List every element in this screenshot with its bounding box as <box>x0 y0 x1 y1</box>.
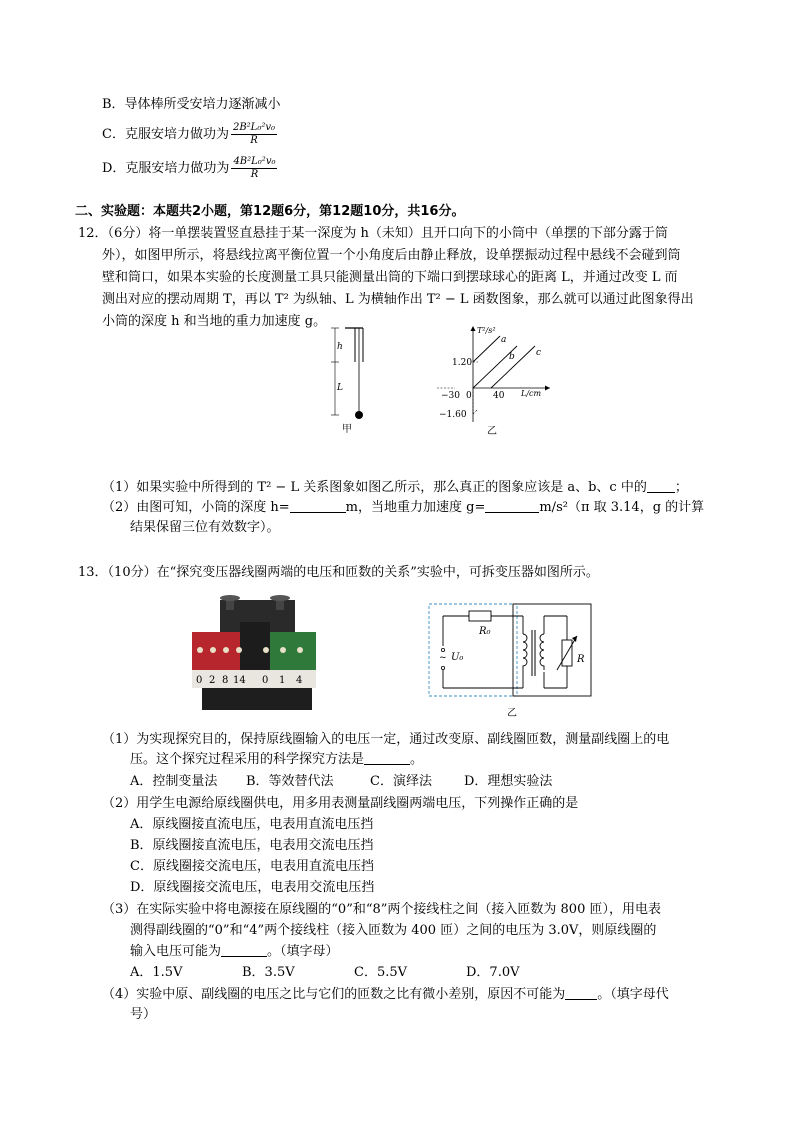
q13-s3-opt-d: D．7.0V <box>466 965 520 980</box>
ac-symbol-icon: ~ <box>439 653 447 663</box>
option-c-denominator: R <box>250 135 258 146</box>
x-axis-label: L/cm <box>521 389 542 398</box>
q13-s4-line1-text: （4）实验中原、副线圈的电压之比与它们的匝数之比有微小差别，原因不可能为 <box>102 987 566 1002</box>
tap-number-left-1: 2 <box>209 675 216 686</box>
option-d <box>102 156 277 181</box>
tap-number-right-1: 1 <box>279 675 286 686</box>
transformer-base <box>202 688 312 710</box>
line-a <box>473 336 500 362</box>
q13-s1-line1: （1）为实现探究目的，保持原线圈输入的电压一定，通过改变原、副线圈匝数，测量副线圈上的电 <box>102 732 670 747</box>
q12-sub1 <box>102 478 688 498</box>
L-label: L <box>337 383 343 393</box>
q13-s2-opt-d: D．原线圈接交流电压，电表用交流电压挡 <box>130 880 375 895</box>
q13-s1-line2-end: 。 <box>410 752 424 767</box>
q12-h-blank[interactable] <box>290 498 346 513</box>
option-c-text: C．克服安培力做功为 <box>102 127 229 142</box>
q12-sub1-end: ； <box>674 480 688 495</box>
tap-number-left-0: 0 <box>196 675 203 686</box>
q13-s4-blank[interactable] <box>565 985 597 1000</box>
line-c-label: c <box>536 348 542 358</box>
line-a-label: a <box>501 335 507 345</box>
tick-y-pos: 1.20 <box>452 358 473 368</box>
q13-s4-line2: 号） <box>130 1007 157 1022</box>
q13-s3-line3 <box>130 942 339 962</box>
tap-number-left-2: 8 <box>222 675 229 686</box>
tap-number-right-0: 0 <box>262 675 269 686</box>
q13-s3-opt-c: C．5.5V <box>354 965 408 980</box>
resistor-r0 <box>469 611 491 621</box>
q13-s1-opt-d: D．理想实验法 <box>464 774 553 789</box>
figure-yi-graph <box>435 322 555 437</box>
option-b: B．导体棒所受安培力逐渐减小 <box>102 97 281 112</box>
option-c-numerator: 2B²L₀²v₀ <box>232 122 275 133</box>
option-d-denominator: R <box>250 169 259 180</box>
tap-number-right-2: 4 <box>296 675 303 686</box>
option-d-fraction <box>231 156 277 181</box>
pendulum-bob <box>355 411 363 419</box>
screw-knob-right-icon <box>270 595 290 601</box>
tick-x-zero: 0 <box>466 391 472 401</box>
q13-s1-line2-text: 压。这个探究过程采用的科学探究方法是 <box>130 752 365 767</box>
r0-label: R₀ <box>479 626 491 637</box>
q12-line-4: 测出对应的摆动周期 T，再以 T² 为纵轴、L 为横轴作出 T² − L 函数图象，那么就可以通过此图象得出 <box>102 292 694 307</box>
q13-s1-line2 <box>130 750 423 770</box>
q13-s2-opt-b: B．原线圈接直流电压，电表用交流电压挡 <box>130 838 374 853</box>
q13-s1-opt-c: C．演绎法 <box>370 774 432 789</box>
tick-x-neg: −30 <box>441 391 460 401</box>
secondary-coil-icon <box>540 634 544 670</box>
r-label: R <box>577 654 585 665</box>
q13-s3-line3-text: 输入电压可能为 <box>130 944 222 959</box>
section-heading: 二、实验题：本题共2小题，第12题6分，第12题10分，共16分。 <box>75 204 465 219</box>
q12-sub2-b: m，当地重力加速度 g= <box>345 500 486 515</box>
figure-jia-pendulum <box>325 322 385 437</box>
figure-yi-label: 乙 <box>487 426 497 437</box>
q13-s2-opt-a: A．原线圈接直流电压，电表用直流电压挡 <box>130 817 374 832</box>
q13-s3-blank[interactable] <box>221 942 267 957</box>
q12-sub2-a: （2）由图可知，小筒的深度 h= <box>102 500 290 515</box>
h-label: h <box>337 342 343 352</box>
option-c-fraction <box>231 122 277 147</box>
circuit-label: 乙 <box>507 708 517 719</box>
figure-jia-label: 甲 <box>342 424 352 435</box>
q13-s4-line1 <box>102 985 669 1005</box>
q12-sub2-c: m/s²（π 取 3.14，g 的计算 <box>539 500 705 515</box>
tick-x-pos: 40 <box>493 391 505 401</box>
q12-sub1-text: （1）如果实验中所得到的 T² − L 关系图象如图乙所示，那么真正的图象应该是 a、b、c 中的 <box>102 480 647 495</box>
option-d-numerator: 4B²L₀²v₀ <box>233 156 276 167</box>
q13-s3-line2: 测得副线圈的“0”和“4”两个接线柱（接入匝数为 400 匝）之间的电压为 3.0V，则原线圈的 <box>130 923 657 938</box>
u0-label: U₀ <box>451 652 464 663</box>
tick-y-neg: −1.60 <box>439 410 467 420</box>
transformer-circuit <box>425 600 595 720</box>
transformer-photo <box>190 592 330 717</box>
q12-line-2: 外），如图甲所示，将悬线拉离平衡位置一个小角度后由静止释放，设单摆振动过程中悬线不会碰到筒 <box>102 248 681 263</box>
q12-line-5: 小筒的深度 h 和当地的重力加速度 g。 <box>102 314 327 329</box>
ac-source-terminal-icon <box>441 648 444 651</box>
q13-s1-opt-b: B．等效替代法 <box>246 774 334 789</box>
q13-s3-line3-end: 。（填字母） <box>267 944 339 959</box>
primary-coil-icon <box>523 634 527 670</box>
line-b-label: b <box>509 352 515 362</box>
q13-line-1: 13．（10分）在“探究变压器线圈两端的电压和匝数的关系”实验中，可拆变压器如图所示。 <box>78 565 599 580</box>
q12-line-1: 12．（6分）将一单摆装置竖直悬挂于某一深度为 h（未知）且开口向下的小筒中（单摆的下部分露于筒 <box>78 226 668 241</box>
q13-s1-opt-a: A．控制变量法 <box>130 774 218 789</box>
option-c <box>102 122 277 147</box>
q12-sub2 <box>102 498 704 518</box>
q12-sub2-line2: 结果保留三位有效数字）。 <box>130 520 280 535</box>
q13-s3-opt-b: B．3.5V <box>242 965 295 980</box>
q12-sub1-blank[interactable] <box>647 478 675 493</box>
tap-number-left-3: 14 <box>233 675 246 686</box>
option-d-text: D．克服安培力做功为 <box>102 161 230 176</box>
q13-s2-line1: （2）用学生电源给原线圈供电，用多用表测量副线圈两端电压，下列操作正确的是 <box>102 796 579 811</box>
q12-g-blank[interactable] <box>485 498 539 513</box>
q12-line-3: 壁和筒口，如果本实验的长度测量工具只能测量出筒的下端口到摆球球心的距离 L，并通过改变 L 而 <box>102 270 678 285</box>
screw-knob-left-icon <box>220 595 240 601</box>
y-axis-label: T²/s² <box>477 326 496 335</box>
q13-s3-line1: （3）在实际实验中将电源接在原线圈的“0”和“8”两个接线柱之间（接入匝数为 800 匝），用电表 <box>102 902 661 917</box>
q13-s2-opt-c: C．原线圈接交流电压，电表用直流电压挡 <box>130 859 374 874</box>
q13-s1-blank[interactable] <box>364 750 410 765</box>
q13-s3-opt-a: A．1.5V <box>130 965 183 980</box>
q13-s4-line1-end: 。（填字母代 <box>597 987 669 1002</box>
